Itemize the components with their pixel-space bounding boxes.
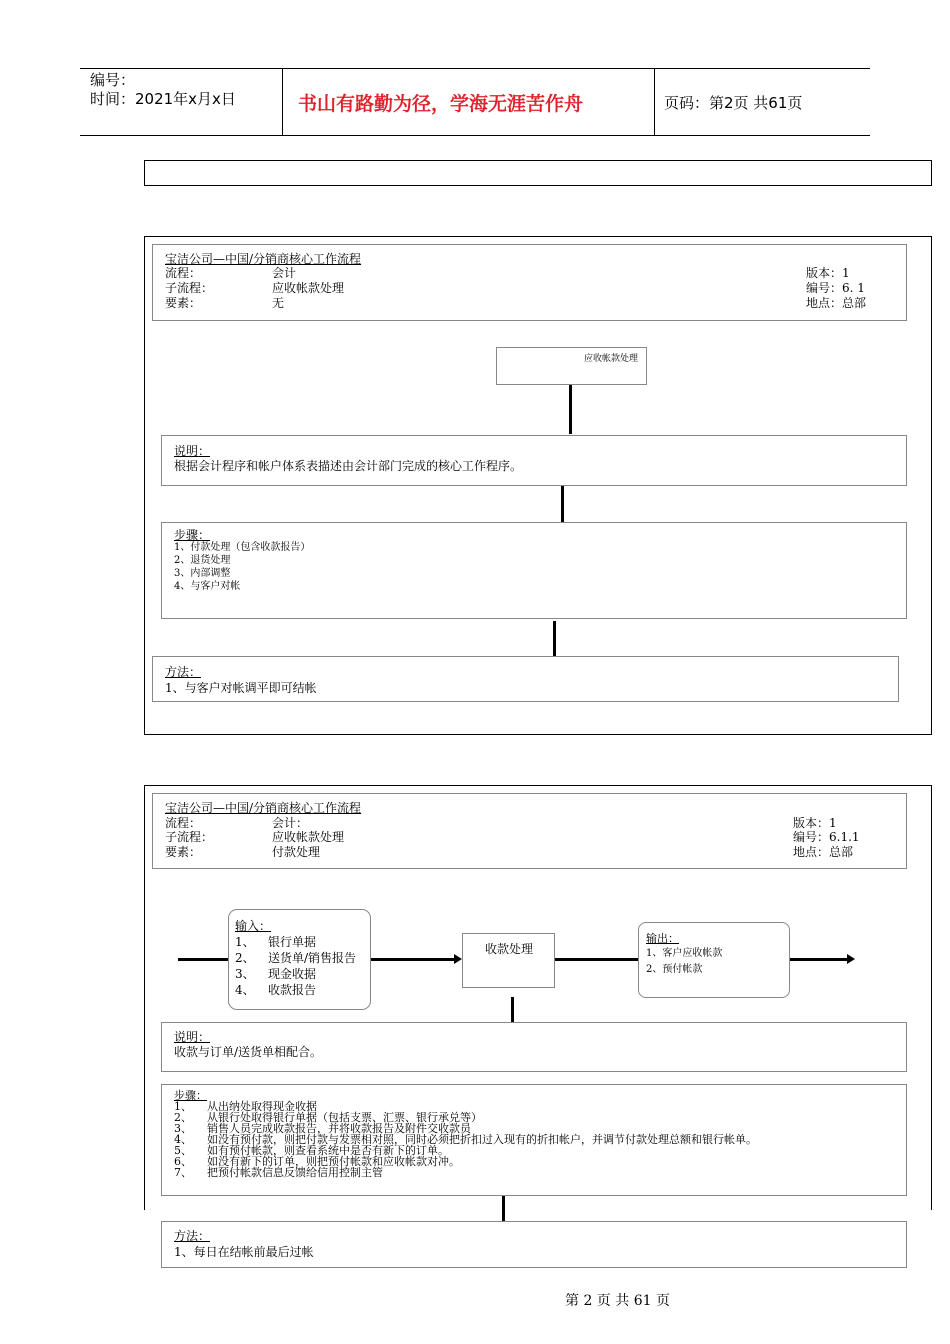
panel1-title: 宝洁公司—中国/分销商核心工作流程 [165,252,362,266]
footer-page-number: 第 2 页 共 61 页 [565,1293,670,1309]
panel1-steps-title: 步骤： [174,528,211,542]
empty-table-row [144,160,932,186]
panel1-row-element-label: 要素： [165,296,202,310]
panel2-row-element-label: 要素： [165,845,202,859]
header-motto: 书山有路勤为径，学海无涯苦作舟 [298,93,584,115]
panel2-step-3: 销售人员完成收款报告，并将收款报告及附件交收款员 [207,1122,471,1135]
panel2-connector-2 [502,1196,505,1221]
panel1-row-subflow-label: 子流程： [165,281,214,295]
panel2-output-1: 1、客户应收帐款 [646,948,723,959]
panel2-input-title: 输入： [235,919,272,933]
panel2-step-2: 从银行处取得银行单据（包括支票、汇票、银行承兑等） [207,1111,482,1124]
panel2-input-3: 现金收据 [268,967,317,981]
panel1-steps-box [161,522,907,619]
panel1-description-title: 说明： [174,444,211,458]
panel2-method-text: 1、每日在结帐前最后过帐 [174,1245,314,1259]
panel1-row-element-value: 无 [272,296,285,310]
header-divider-left [282,68,283,136]
panel2-row-subflow-value: 应收帐款处理 [272,830,345,844]
panel1-method-box [152,656,899,702]
panel2-row-subflow-label: 子流程： [165,830,214,844]
panel2-step-7: 把预付帐款信息反馈给信用控制主管 [207,1166,383,1179]
header-code-label: 编号： [90,71,136,89]
panel2-input-1: 银行单据 [268,935,317,949]
panel1-row-flow-label: 流程： [165,266,202,280]
panel2-step-num-7: 7、 [174,1166,192,1179]
panel1-step-4: 4、与客户对帐 [174,581,241,592]
panel2-step-num-6: 6、 [174,1155,192,1168]
panel1-step-1: 1、付款处理（包含收款报告） [174,542,311,553]
flow-line-process-to-output [555,958,639,961]
panel2-row-flow-label: 流程： [165,816,202,830]
panel2-input-2: 送货单/销售报告 [268,951,357,965]
panel2-code: 编号：6.1.1 [793,830,860,844]
panel2-input-num-3: 3、 [235,967,255,981]
panel1-method-text: 1、与客户对帐调平即可结帐 [165,681,317,695]
arrowhead-out-icon [847,954,855,964]
panel1-method-title: 方法： [165,665,202,679]
arrowhead-into-process-icon [454,954,462,964]
panel2-step-4: 如没有预付款，则把付款与发票相对照，同时必须把折扣过入现有的折扣帐户，并调节付款处理总额和银行帐单。 [207,1133,757,1146]
header-divider-right [654,68,655,136]
panel1-process-label: 应收帐款处理 [584,354,639,364]
panel2-version: 版本：1 [793,816,837,830]
header-page-number: 页码：第2页 共61页 [664,94,803,112]
header-time: 时间：2021年x月x日 [90,90,236,108]
panel1-location: 地点：总部 [806,296,867,310]
panel1-connector-3 [553,621,556,656]
panel2-step-num-4: 4、 [174,1133,192,1146]
panel1-connector-2 [561,486,564,522]
panel2-method-title: 方法： [174,1229,211,1243]
panel2-output-2: 2、预付帐款 [646,964,703,975]
panel2-process-label: 收款处理 [485,942,534,956]
flow-line-in [178,958,228,961]
panel1-row-subflow-value: 应收帐款处理 [272,281,345,295]
flow-line-input-to-process [370,958,456,961]
panel2-steps-title: 步骤： [174,1089,207,1102]
panel2-input-num-1: 1、 [235,935,255,949]
panel2-connector-1 [511,997,514,1022]
panel1-row-flow-value: 会计 [272,266,297,280]
panel1-version: 版本：1 [806,266,850,280]
panel2-step-6: 如没有新下的订单，则把预付帐款和应收帐款对冲。 [207,1155,460,1168]
panel2-step-num-1: 1、 [174,1100,192,1113]
panel2-row-flow-value: 会计： [272,816,309,830]
panel1-code: 编号：6. 1 [806,281,865,295]
panel1-description-text: 根据会计程序和帐户体系表描述由会计部门完成的核心工作程序。 [174,459,523,473]
panel2-description-text: 收款与订单/送货单相配合。 [174,1045,323,1059]
panel2-step-1: 从出纳处取得现金收据 [207,1100,317,1113]
header-bottom-rule [80,135,870,136]
panel2-input-4: 收款报告 [268,983,317,997]
panel2-step-num-3: 3、 [174,1122,192,1135]
panel2-description-title: 说明： [174,1030,211,1044]
panel2-title: 宝洁公司—中国/分销商核心工作流程 [165,801,362,815]
panel1-connector-1 [569,385,572,434]
panel2-input-num-2: 2、 [235,951,255,965]
panel2-row-element-value: 付款处理 [272,845,321,859]
panel2-input-num-4: 4、 [235,983,255,997]
panel2-location: 地点：总部 [793,845,854,859]
header-top-rule [80,68,870,69]
panel1-step-2: 2、退货处理 [174,555,231,566]
panel2-step-num-5: 5、 [174,1144,192,1157]
panel2-step-num-2: 2、 [174,1111,192,1124]
flow-line-out [789,958,849,961]
panel2-step-5: 如有预付帐款，则查看系统中是否有新下的订单。 [207,1144,449,1157]
panel1-step-3: 3、内部调整 [174,568,231,579]
panel2-output-title: 输出： [646,932,679,945]
